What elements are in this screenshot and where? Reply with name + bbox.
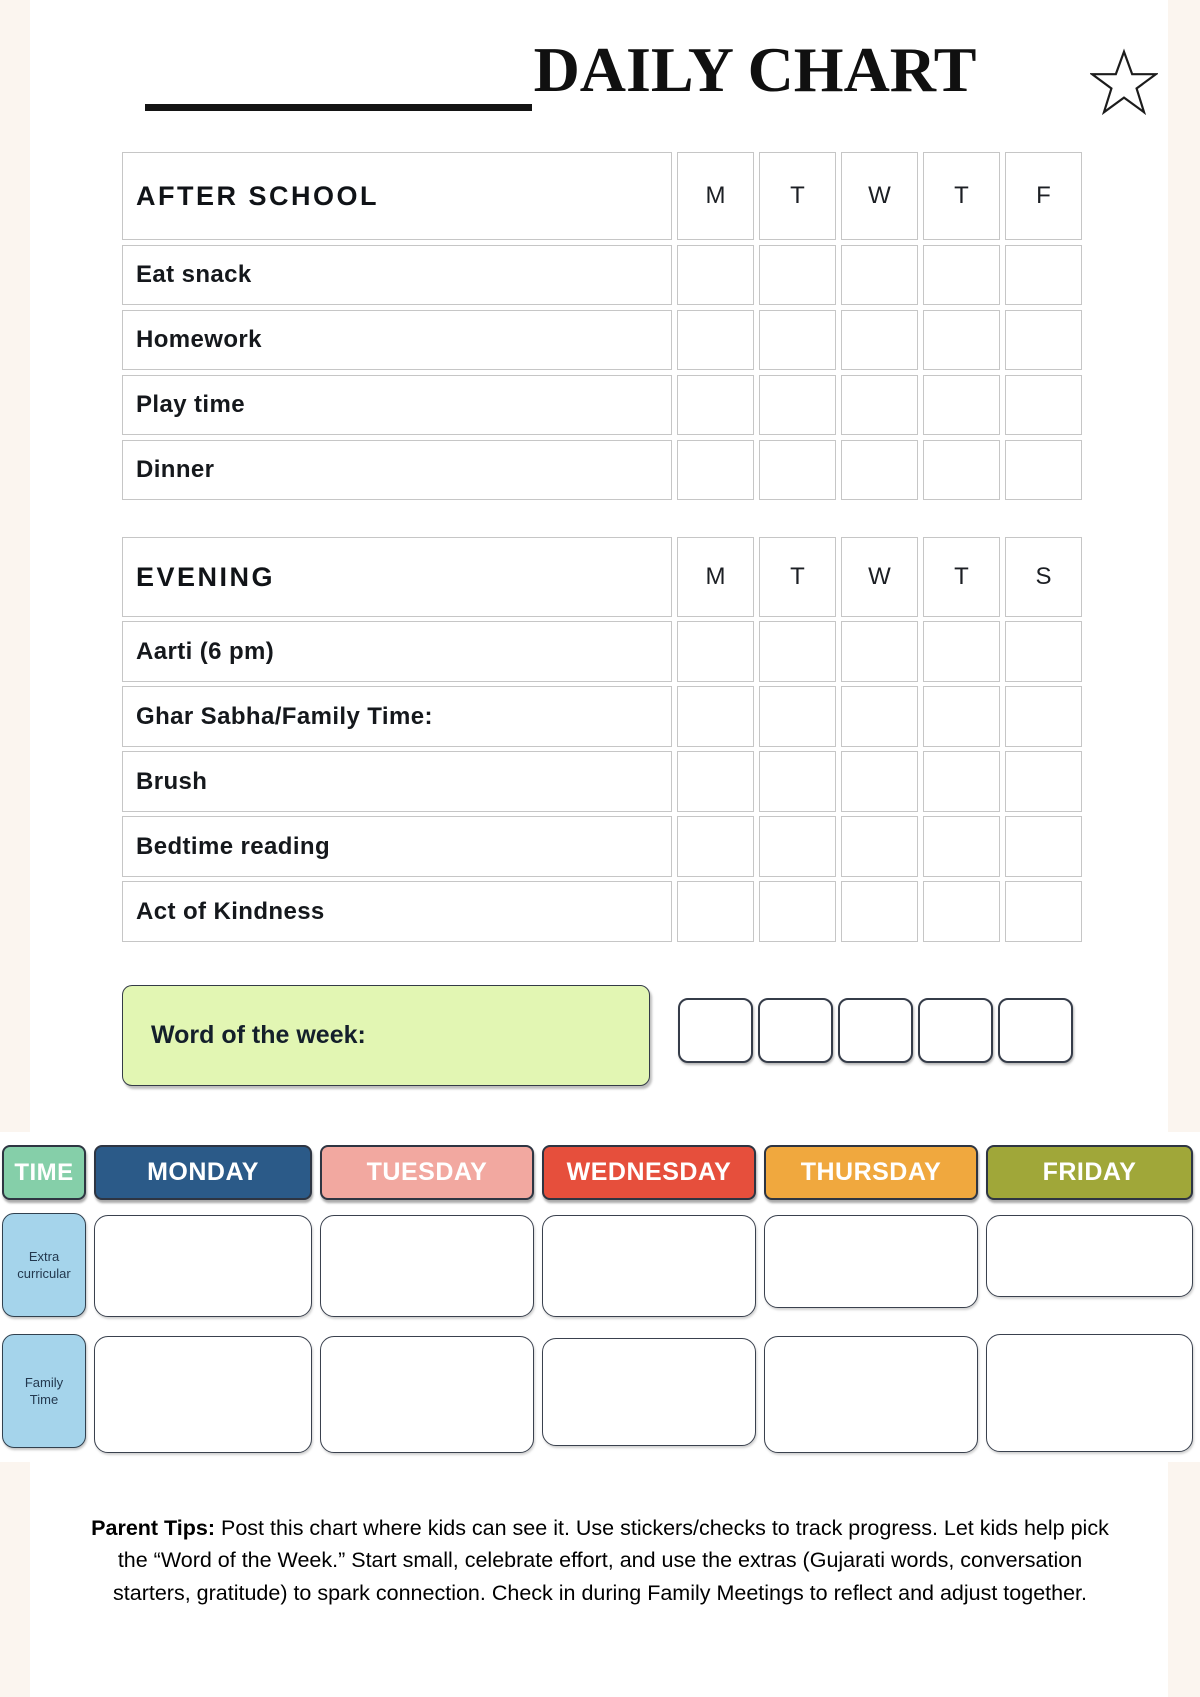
side-chip-label-line: Extra [28, 1249, 60, 1264]
day-header-cell-3: W [841, 537, 918, 617]
letter-box[interactable] [678, 998, 753, 1063]
day-header-cell-2: T [759, 537, 836, 617]
schedule-cell-monday-family-time[interactable] [94, 1336, 312, 1453]
letter-box[interactable] [838, 998, 913, 1063]
schedule-cell-thursday-extra-curricular[interactable] [764, 1215, 978, 1308]
day-header-cell-2: T [759, 152, 836, 240]
extra-curricular-chip [2, 1213, 86, 1317]
day-header-cell-1: M [677, 537, 754, 617]
family-time-chip [2, 1334, 86, 1448]
checkbox-cell[interactable] [1005, 310, 1082, 370]
checkbox-cell[interactable] [923, 881, 1000, 942]
checkbox-cell[interactable] [677, 375, 754, 435]
task-label-eat-snack: Eat snack [122, 245, 672, 305]
weekly-header-wednesday: WEDNESDAY [542, 1145, 756, 1200]
checkbox-cell[interactable] [923, 375, 1000, 435]
checkbox-cell[interactable] [841, 375, 918, 435]
checkbox-cell[interactable] [759, 245, 836, 305]
word-of-week-box[interactable] [122, 985, 650, 1086]
side-chip-label-line: Family [24, 1375, 64, 1390]
checkbox-cell[interactable] [923, 440, 1000, 500]
task-label-ghar-sabha-family-time: Ghar Sabha/Family Time: [122, 686, 672, 747]
checkbox-cell[interactable] [677, 621, 754, 682]
letter-box[interactable] [918, 998, 993, 1063]
checkbox-cell[interactable] [841, 881, 918, 942]
schedule-cell-wednesday-extra-curricular[interactable] [542, 1215, 756, 1317]
schedule-cell-friday-family-time[interactable] [986, 1334, 1193, 1452]
page-title: DAILY CHART [533, 34, 977, 105]
checkbox-cell[interactable] [677, 816, 754, 877]
checkbox-cell[interactable] [1005, 440, 1082, 500]
parent-tips-paragraph [85, 1512, 1115, 1610]
after-school-title-cell: AFTER SCHOOL [122, 152, 672, 240]
time-header-chip: TIME [2, 1145, 86, 1200]
checkbox-cell[interactable] [759, 816, 836, 877]
day-header-cell-4: T [923, 537, 1000, 617]
evening-title-cell: EVENING [122, 537, 672, 617]
checkbox-cell[interactable] [1005, 881, 1082, 942]
checkbox-cell[interactable] [841, 310, 918, 370]
task-label-aarti-6-pm: Aarti (6 pm) [122, 621, 672, 682]
schedule-cell-tuesday-extra-curricular[interactable] [320, 1215, 534, 1317]
checkbox-cell[interactable] [841, 816, 918, 877]
checkbox-cell[interactable] [923, 245, 1000, 305]
weekly-header-tuesday: TUESDAY [320, 1145, 534, 1200]
weekly-row-family-time [2, 1334, 1193, 1453]
checkbox-cell[interactable] [759, 686, 836, 747]
checkbox-cell[interactable] [677, 881, 754, 942]
checkbox-cell[interactable] [1005, 375, 1082, 435]
name-blank-line [145, 104, 532, 111]
word-of-week-label: Word of the week: [151, 1021, 366, 1049]
task-label-brush: Brush [122, 751, 672, 812]
evening-table [122, 537, 1082, 942]
parent-tips-text: Post this chart where kids can see it. Use stickers/checks to track progress. Let kids help pick the “Word of the Week.” Start small, celebrate effort, and use the extras (Gujarati words, conversation starters, gratitude) to spark connection. Check in during Family Meetings to reflect and adjust together. [113, 1515, 1109, 1605]
checkbox-cell[interactable] [677, 440, 754, 500]
checkbox-cell[interactable] [1005, 621, 1082, 682]
checkbox-cell[interactable] [677, 245, 754, 305]
checkbox-cell[interactable] [759, 881, 836, 942]
checkbox-cell[interactable] [923, 621, 1000, 682]
schedule-cell-wednesday-family-time[interactable] [542, 1338, 756, 1446]
task-label-act-of-kindness: Act of Kindness [122, 881, 672, 942]
checkbox-cell[interactable] [759, 751, 836, 812]
weekly-row-extra-curricular [2, 1213, 1193, 1317]
checkbox-cell[interactable] [841, 751, 918, 812]
after-school-table [122, 152, 1082, 500]
checkbox-cell[interactable] [1005, 686, 1082, 747]
weekly-header-monday: MONDAY [94, 1145, 312, 1200]
checkbox-cell[interactable] [841, 621, 918, 682]
checkbox-cell[interactable] [1005, 816, 1082, 877]
task-label-play-time: Play time [122, 375, 672, 435]
checkbox-cell[interactable] [923, 751, 1000, 812]
checkbox-cell[interactable] [1005, 245, 1082, 305]
schedule-cell-monday-extra-curricular[interactable] [94, 1215, 312, 1317]
checkbox-cell[interactable] [923, 816, 1000, 877]
day-header-cell-4: T [923, 152, 1000, 240]
weekly-header-thursday: THURSDAY [764, 1145, 978, 1200]
checkbox-cell[interactable] [759, 621, 836, 682]
schedule-cell-friday-extra-curricular[interactable] [986, 1215, 1193, 1297]
side-chip-label-line: curricular [17, 1266, 71, 1281]
task-label-homework: Homework [122, 310, 672, 370]
day-header-cell-5: S [1005, 537, 1082, 617]
parent-tips-label: Parent Tips: [91, 1515, 216, 1540]
star-icon [1090, 48, 1158, 118]
checkbox-cell[interactable] [841, 686, 918, 747]
schedule-cell-tuesday-family-time[interactable] [320, 1336, 534, 1453]
day-header-cell-1: M [677, 152, 754, 240]
weekly-header-friday: FRIDAY [986, 1145, 1193, 1200]
checkbox-cell[interactable] [841, 245, 918, 305]
checkbox-cell[interactable] [1005, 751, 1082, 812]
checkbox-cell[interactable] [841, 440, 918, 500]
letter-box[interactable] [998, 998, 1073, 1063]
checkbox-cell[interactable] [923, 310, 1000, 370]
checkbox-cell[interactable] [759, 375, 836, 435]
weekly-header-row [2, 1145, 1193, 1200]
side-chip-label-line: Time [29, 1392, 59, 1407]
checkbox-cell[interactable] [677, 686, 754, 747]
schedule-cell-thursday-family-time[interactable] [764, 1336, 978, 1453]
task-label-bedtime-reading: Bedtime reading [122, 816, 672, 877]
checkbox-cell[interactable] [677, 310, 754, 370]
word-letter-boxes [678, 998, 1073, 1063]
day-header-cell-3: W [841, 152, 918, 240]
checkbox-cell[interactable] [677, 751, 754, 812]
checkbox-cell[interactable] [759, 310, 836, 370]
checkbox-cell[interactable] [759, 440, 836, 500]
checkbox-cell[interactable] [923, 686, 1000, 747]
day-header-cell-5: F [1005, 152, 1082, 240]
letter-box[interactable] [758, 998, 833, 1063]
task-label-dinner: Dinner [122, 440, 672, 500]
